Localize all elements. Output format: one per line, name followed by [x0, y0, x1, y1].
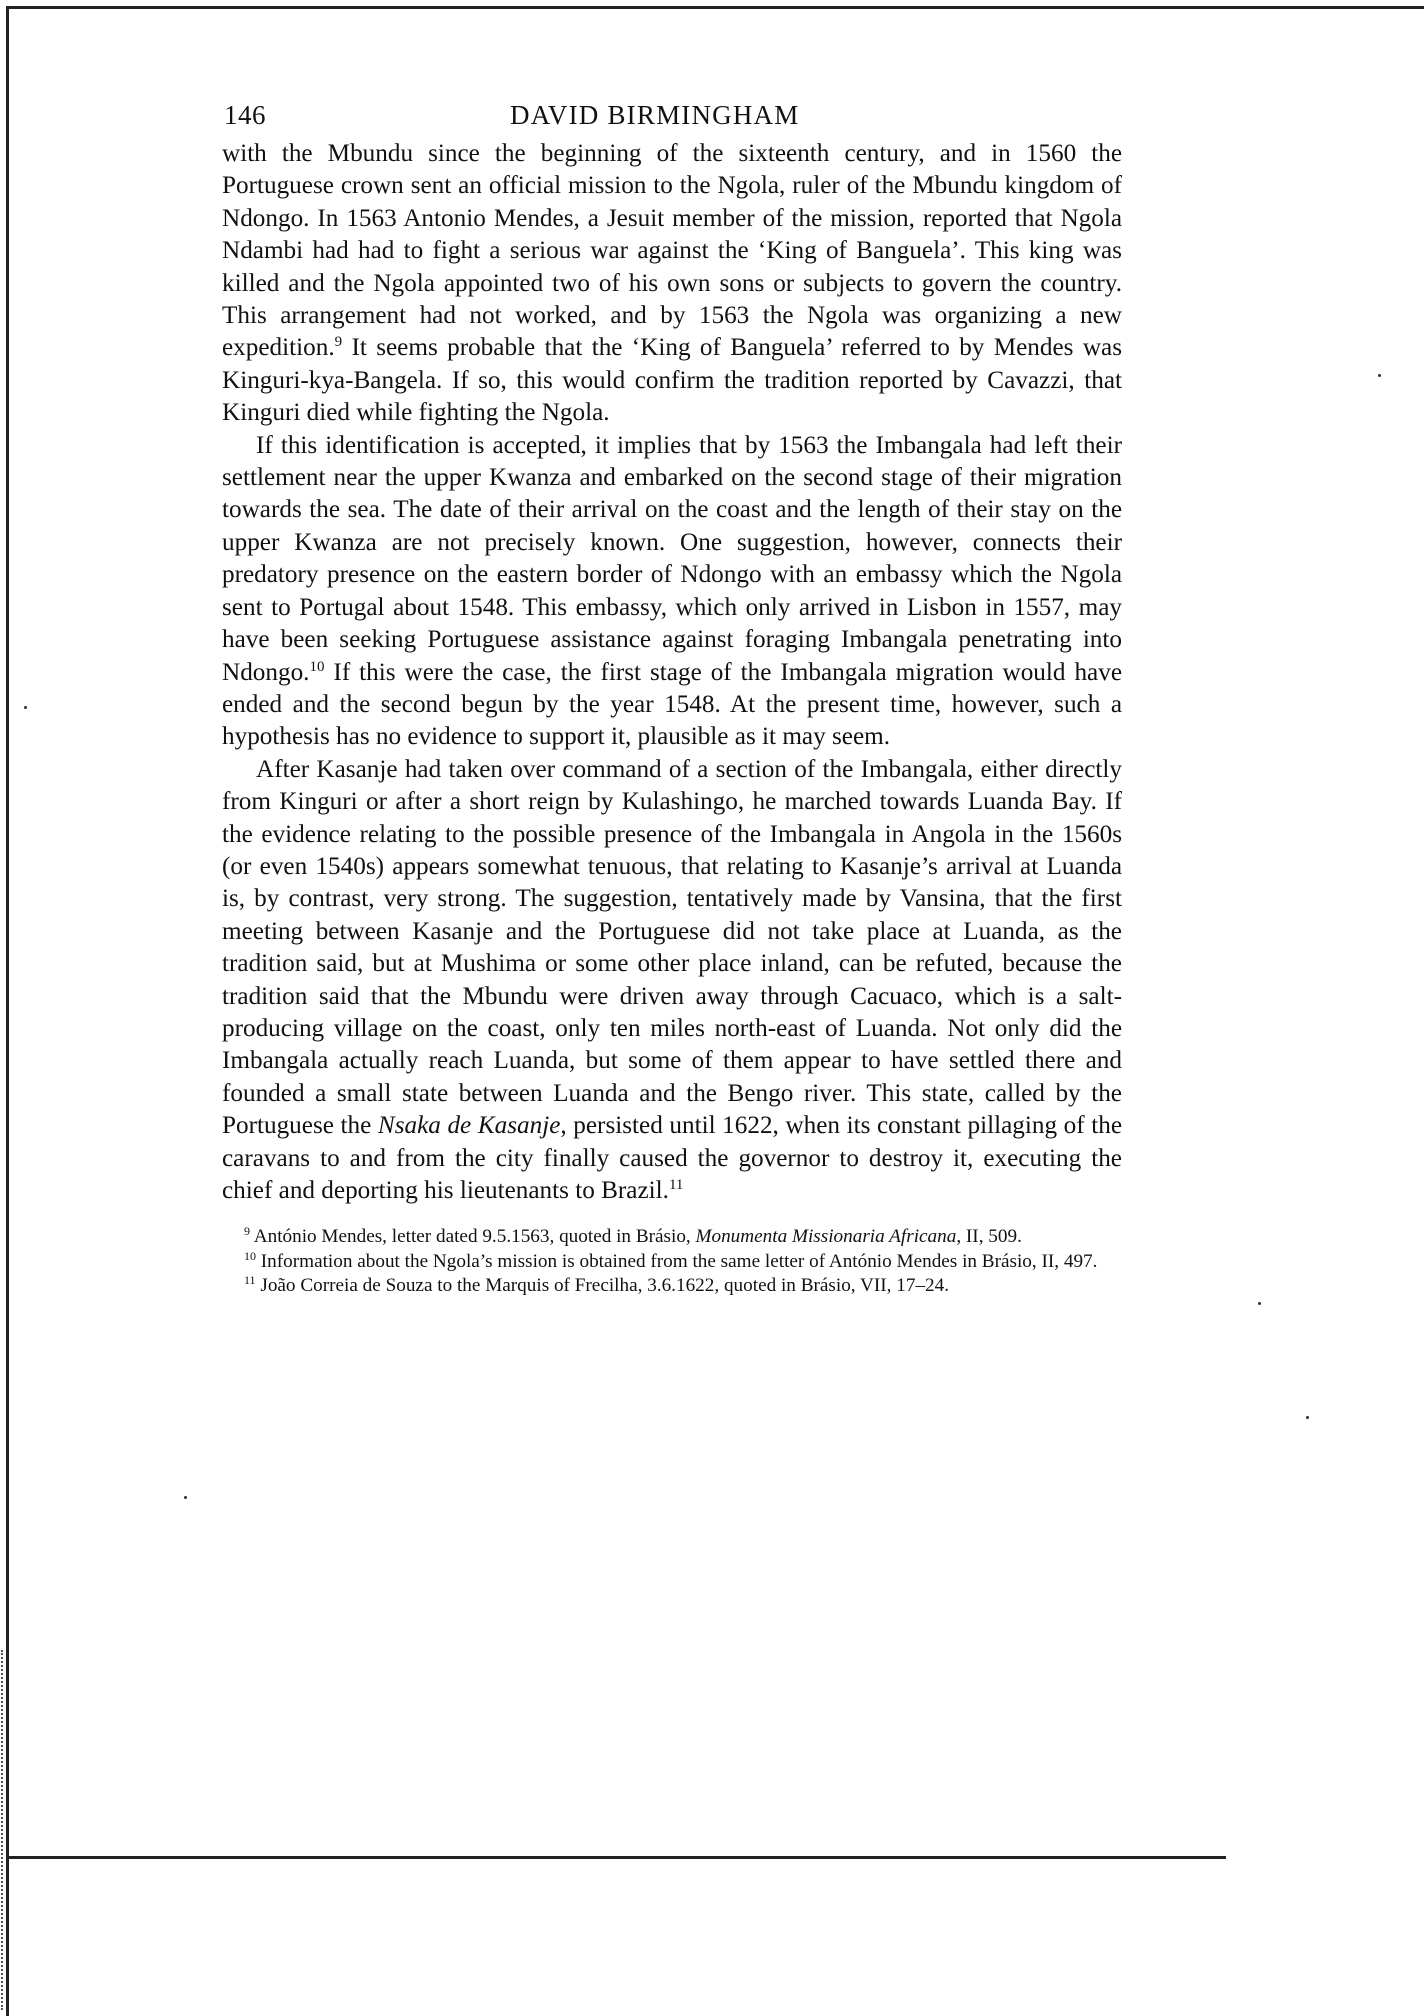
text-run: Information about the Ngola’s mission is obtained from the same letter of António Mendes in Brásio, II, 497.	[256, 1250, 1098, 1272]
page-content	[222, 96, 1122, 1299]
page-border-left	[6, 6, 9, 2016]
text-run: If this identification is accepted, it implies that by 1563 the Imbangala had left their settlement near the upper Kwanza and embarked on the second stage of their migration towards the sea. The date of their arrival on the coast and the length of their stay on the upper Kwanza are not precisely known. One suggestion, however, connects their predatory presence on the eastern border of Ndongo with an embassy which the Ngola sent to Portugal about 1548. This embassy, which only arrived in Lisbon in 1557, may have been seeking Portuguese assistance against foraging Imbangala penetrating into Ndongo.	[222, 431, 1122, 686]
paragraph	[222, 430, 1122, 754]
page-border-bottom	[6, 1856, 1226, 1859]
footnote-ref: 11	[244, 1273, 256, 1288]
footnote-ref: 11	[668, 1177, 684, 1193]
page-border-top	[6, 6, 1424, 9]
scan-speck	[24, 706, 27, 709]
footnote	[222, 1250, 1122, 1275]
scan-speck	[1378, 374, 1381, 377]
paragraph	[222, 138, 1122, 430]
footnote	[222, 1225, 1122, 1250]
text-run: João Correia de Souza to the Marquis of Frecilha, 3.6.1622, quoted in Brásio, VII, 17–24.	[255, 1275, 950, 1297]
scan-speck	[1258, 1302, 1261, 1305]
running-head	[222, 96, 1122, 136]
running-title: DAVID BIRMINGHAM	[510, 100, 800, 130]
italic-text: Nsaka de Kasanje	[377, 1112, 561, 1140]
text-run: If this were the case, the first stage of the Imbangala migration would have ended and the second begun by the year 1548. At the present time, however, such a hypothesis has no evidence to support it, plausible as it may seem.	[222, 658, 1122, 751]
text-run: It seems probable that the ‘King of Banguela’ referred to by Mendes was Kinguri-kya-Bangela. If so, this would confirm the tradition reported by Cavazzi, that Kinguri died while fighting the Ngola.	[222, 334, 1122, 427]
footnote	[222, 1274, 1122, 1299]
text-run: with the Mbundu since the beginning of the sixteenth century, and in 1560 the Portuguese crown sent an official mission to the Ngola, ruler of the Mbundu kingdom of Ndongo. In 1563 Antonio Mendes, a Jesuit member of the mission, reported that Ngola Ndambi had had to fight a serious war against the ‘King of Banguela’. This king was killed and the Ngola appointed two of his own sons or subjects to govern the country. This arrangement had not worked, and by 1563 the Ngola was organizing a new expedition.	[222, 140, 1122, 362]
text-run: António Mendes, letter dated 9.5.1563, quoted in Brásio,	[250, 1226, 696, 1248]
body-text	[222, 138, 1122, 1207]
page-border-left-noise	[1, 1650, 5, 2010]
footnote-ref: 9	[334, 334, 343, 351]
footnote-ref: 10	[309, 658, 325, 675]
footnotes	[222, 1225, 1122, 1299]
scan-speck	[184, 1496, 187, 1499]
paragraph	[222, 754, 1122, 1208]
text-run: , persisted until 1622, when its constant pillaging of the caravans to and from the city finally caused the governor to destroy it, executing the chief and deporting his lieutenants to Brazil.	[222, 1112, 1122, 1204]
footnote-ref: 10	[244, 1248, 256, 1263]
scan-speck	[1306, 1416, 1309, 1419]
footnote-ref: 9	[244, 1224, 250, 1239]
text-run: , II, 509.	[956, 1226, 1022, 1248]
text-run: After Kasanje had taken over command of a section of the Imbangala, either directly from Kinguri or after a short reign by Kulashingo, he marched towards Luanda Bay. If the evidence relating to the possible presence of the Imbangala in Angola in the 1560s (or even 1540s) appears somewhat tenuous, that relating to Kasanje’s arrival at Luanda is, by contrast, very strong. The suggestion, tentatively made by Vansina, that the first meeting between Kasanje and the Portuguese did not take place at Luanda, as the tradition said, but at Mushima or some other place inland, can be refuted, because the tradition said that the Mbundu were driven away through Cacuaco, which is a salt-producing village on the coast, only ten miles north-east of Luanda. Not only did the Imbangala actually reach Luanda, but some of them appear to have settled there and founded a small state between Luanda and the Bengo river. This state, called by the Portuguese the	[222, 755, 1122, 1140]
page-number: 146	[224, 100, 266, 130]
italic-text: Monumenta Missionaria Africana	[695, 1226, 957, 1248]
